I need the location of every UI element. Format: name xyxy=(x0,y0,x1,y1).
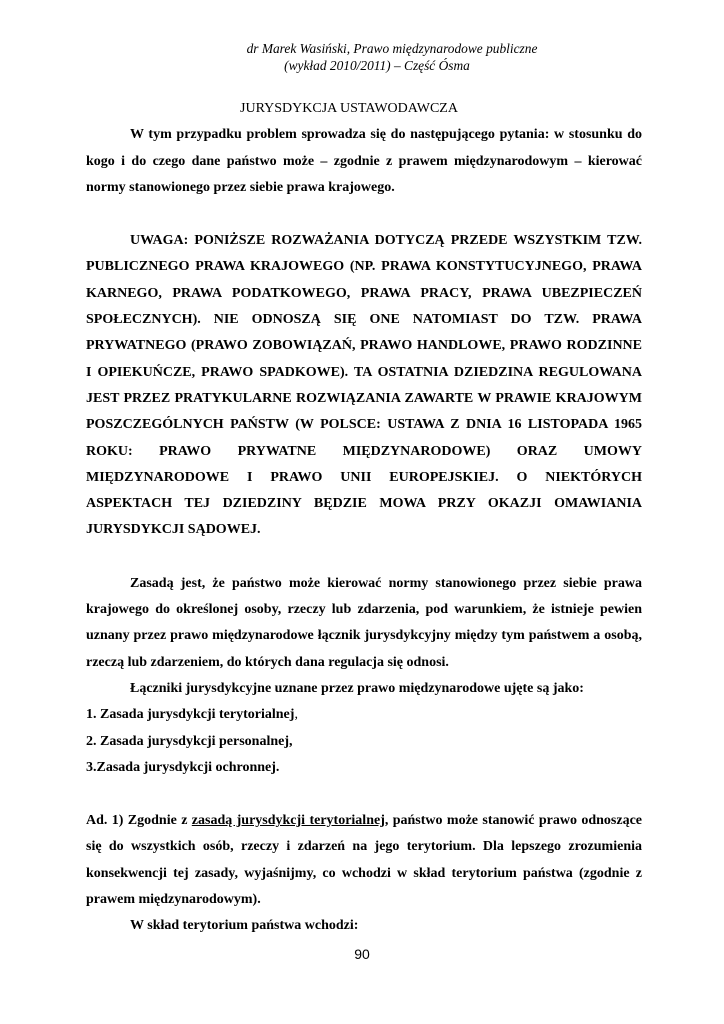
principle-paragraph: Zasadą jest, że państwo może kierować normy stanowionego przez siebie prawa krajowego do określonej osoby, rzeczy lub zdarzenia, pod warunkiem, że istnieje pewien uznany przez prawo międzynarodowe łącznik jurysdykcyjny między tym państwem a osobą, rzeczą lub zdarzeniem, do których dana regulacja się odnosi. xyxy=(86,575,642,670)
list-item: 2. Zasada jurysdykcji personalnej, xyxy=(86,733,293,749)
page-number: 90 xyxy=(354,946,370,962)
intro-paragraph: W tym przypadku problem sprowadza się do następującego pytania: w stosunku do kogo i do czego dane państwo może – zgodnie z prawem międzynarodowym – kierować normy stanowionego przez siebie prawa krajowego. xyxy=(86,127,642,195)
territory-intro: W skład terytorium państwa wchodzi: xyxy=(130,918,359,934)
document-body xyxy=(86,96,642,940)
section-title: JURYSDYKCJA USTAWODAWCZA xyxy=(240,101,458,116)
list-item: 1. Zasada jurysdykcji terytorialnej, xyxy=(86,707,298,723)
links-intro: Łączniki jurysdykcyjne uznane przez prawo międzynarodowe ujęte są jako: xyxy=(130,680,584,696)
note-paragraph: UWAGA: PONIŻSZE ROZWAŻANIA DOTYCZĄ PRZEDE WSZYSTKIM TZW. PUBLICZNEGO PRAWA KRAJOWEGO (NP. PRAWA KONSTYTUCYJNEGO, PRAWA KARNEGO, PRAWA PODATKOWEGO, PRAWA PRACY, PRAWA UBEZPIECZEŃ SPOŁECZNYCH). NIE ODNOSZĄ SIĘ ONE NATOMIAST DO TZW. PRAWA PRYWATNEGO (PRAWO ZOBOWIĄZAŃ, PRAWO HANDLOWE, PRAWO RODZINNE I OPIEKUŃCZE, PRAWO SPADKOWE). TA OSTATNIA DZIEDZINA REGULOWANA JEST PRZEZ PRATYKULARNE ROZWIĄZANIA ZAWARTE W PRAWIE KRAJOWYM POSZCZEGÓLNYCH PAŃSTW (W POLSCE: USTAWA Z DNIA 16 LISTOPADA 1965 ROKU: PRAWO PRYWATNE MIĘDZYNARODOWE) ORAZ UMOWY MIĘDZYNARODOWE I PRAWO UNII EUROPEJSKIEJ. O NIEKTÓRYCH ASPEKTACH TEJ DZIEDZINY BĘDZIE MOWA PRZY OKAZJI OMAWIANIA JURYSDYKCJI SĄDOWEJ. xyxy=(86,233,642,538)
territorial-jurisdiction-term: zasadą jurysdykcji terytorialnej xyxy=(191,813,385,829)
header-lecture-info: (wykład 2010/2011) – Część Ósma xyxy=(284,57,470,73)
jurisdiction-list xyxy=(86,702,642,781)
header-author-title: dr Marek Wasiński, Prawo międzynarodowe publiczne xyxy=(246,41,538,56)
running-header xyxy=(0,41,724,74)
list-item: 3.Zasada jurysdykcji ochronnej. xyxy=(86,759,280,775)
ad1-paragraph: Ad. 1) Zgodnie z zasadą jurysdykcji terytorialnej, państwo może stanowić prawo odnoszące się do wszystkich osób, rzeczy i zdarzeń na jego terytorium. Dla lepszego zrozumienia konsekwencji tej zasady, wyjaśnijmy, co wchodzi w skład terytorium państwa (zgodnie z prawem międzynarodowym). xyxy=(86,813,642,908)
